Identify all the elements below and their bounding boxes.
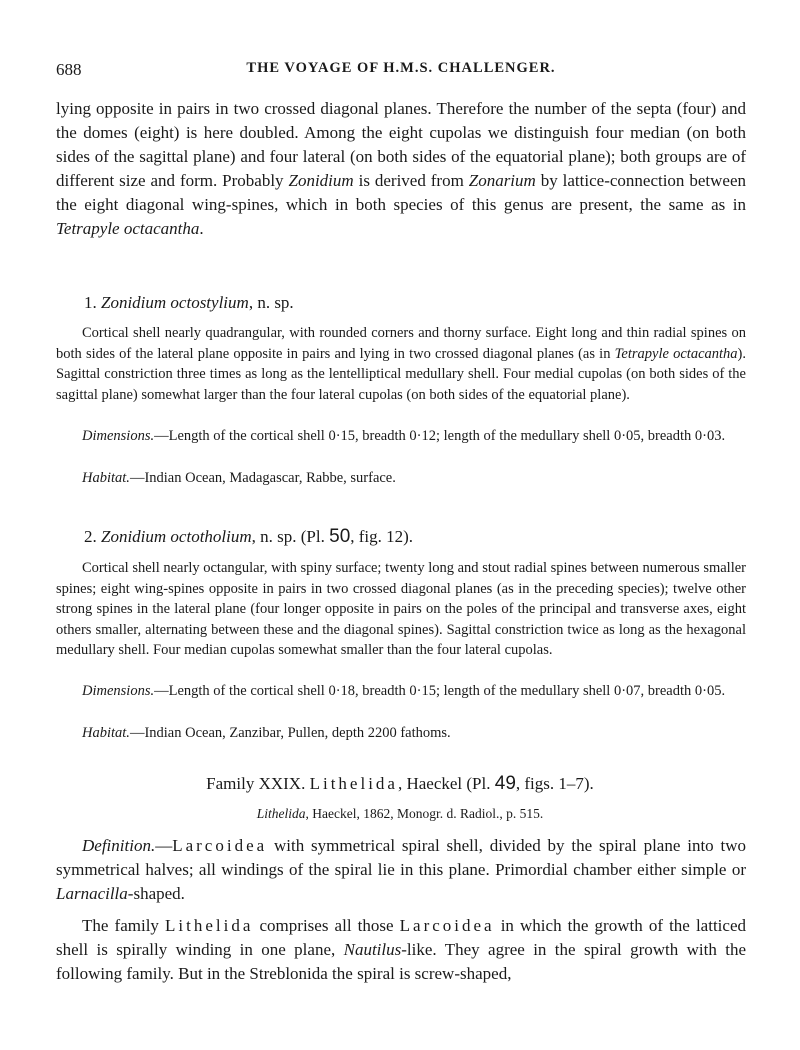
dimensions-label: Dimensions. [82,683,155,699]
family-name: Lithelida [309,774,398,793]
figure-ref: , fig. 12). [350,527,414,546]
closing-text: comprises all those [253,916,400,935]
definition-text: with symmetrical spiral shell, divided by the spiral plane into two symmetrical halves; all windings of the spiral lie in this plane. Primordial chamber either simple or [56,836,746,879]
desc-text: Cortical shell nearly quadrangular, with rounded corners and thorny surface. Eight long and thin radial spines on both sides of the lateral plane opposite in pairs and lying in two crossed diagonal planes (as in [56,325,746,362]
species-1-habitat [56,468,746,489]
species-1-heading [84,292,294,314]
family-author: , Haeckel (Pl. [397,774,495,793]
definition-text: -shaped. [127,884,185,903]
genus-name: Zonarium [468,171,536,190]
habitat-label: Habitat. [82,725,130,741]
species-2-habitat [56,723,746,744]
family-ref-name: Lithelida [256,806,306,821]
genus-name: Nautilus [343,940,402,959]
family-ref-text: , Haeckel, 1862, Monogr. d. Radiol., p. 515. [305,806,544,821]
species-1-description [56,323,746,405]
intro-paragraph [56,97,746,241]
intro-text-3: by lattice-connection between the eight diagonal wing-spines, which in both species of this genus are present, the same as in [56,171,746,214]
desc-text: ). Sagittal constriction three times as long as the lentelliptical medullary shell. Four medial cupolas (on both sides of the sagittal plane) somewhat larger than the four lateral cupolas (on both sides of the equatorial plane). [56,345,747,403]
running-title: THE VOYAGE OF H.M.S. CHALLENGER. [246,60,556,76]
species-2-dimensions [56,681,746,702]
species-reference: Tetrapyle octacantha [56,219,200,238]
closing-text: The family [82,916,166,935]
intro-text-1: lying opposite in pairs in two crossed diagonal planes. Therefore the number of the septa (four) and the domes (eight) is here doubled. Among the eight cupolas we distinguish four median (on both sides of the sagittal plane) and four lateral (on both sides of the equatorial plane); both groups are of different size and form. Probably [56,99,746,190]
page-header [56,60,746,84]
dimensions-text: —Length of the cortical shell 0·15, breadth 0·12; length of the medullary shell 0·05, breadth 0·03. [154,428,726,444]
closing-text: in which the growth of the latticed shell is spirally winding in one plane, [56,916,746,959]
species-name: Zonidium octotholium [101,527,252,546]
figure-ref: , figs. 1–7). [515,774,594,793]
group-name: Larcoidea [399,916,495,935]
family-heading [0,772,800,796]
habitat-text: —Indian Ocean, Madagascar, Rabbe, surface. [129,470,396,486]
genus-name: Zonidium [288,171,354,190]
habitat-text: —Indian Ocean, Zanzibar, Pullen, depth 2200 fathoms. [129,725,451,741]
habitat-label: Habitat. [82,470,130,486]
definition-dash: — [155,836,173,855]
family-number: Family XXIX. [206,774,310,793]
species-number: 1. [84,293,97,312]
species-number: 2. [84,527,97,546]
intro-text-4: . [199,219,204,238]
species-1-dimensions [56,426,746,447]
species-reference: Tetrapyle octacantha [614,345,738,362]
species-2-heading [84,526,413,548]
species-suffix: , n. sp. (Pl. [251,527,330,546]
plate-number: 49 [494,773,516,794]
species-name: Zonidium octostylium [101,293,249,312]
group-name: Larcoidea [172,836,268,855]
dimensions-text: —Length of the cortical shell 0·18, breadth 0·15; length of the medullary shell 0·07, breadth 0·05. [154,683,726,699]
species-suffix: , n. sp. [248,293,294,312]
plate-number: 50 [329,526,351,547]
definition-label: Definition. [82,836,156,855]
family-reference [0,804,800,824]
page-number: 688 [56,60,82,79]
closing-text: -like. They agree in the spiral growth with the following family. But in the Streblonida the spiral is screw-shaped, [56,940,746,983]
genus-name: Larnacilla [56,884,128,903]
family-name: Lithelida [165,916,254,935]
closing-paragraph [56,914,746,986]
definition-paragraph [56,834,746,906]
intro-text-2: is derived from [353,171,469,190]
dimensions-label: Dimensions. [82,428,155,444]
species-2-description: Cortical shell nearly octangular, with spiny surface; twenty long and stout radial spines between numerous smaller spines; eight wing-spines opposite in pairs in two crossed diagonal planes (as in the preceding species); twelve other strong spines in the lateral plane (four longer opposite in pairs on the poles of the principal and transverse axes, eight others smaller, alternating between these and the diagonal spines). Sagittal constriction twice as long as the hexagonal medullary shell. Four median cupolas somewhat smaller than the four lateral cupolas. [56,560,746,658]
